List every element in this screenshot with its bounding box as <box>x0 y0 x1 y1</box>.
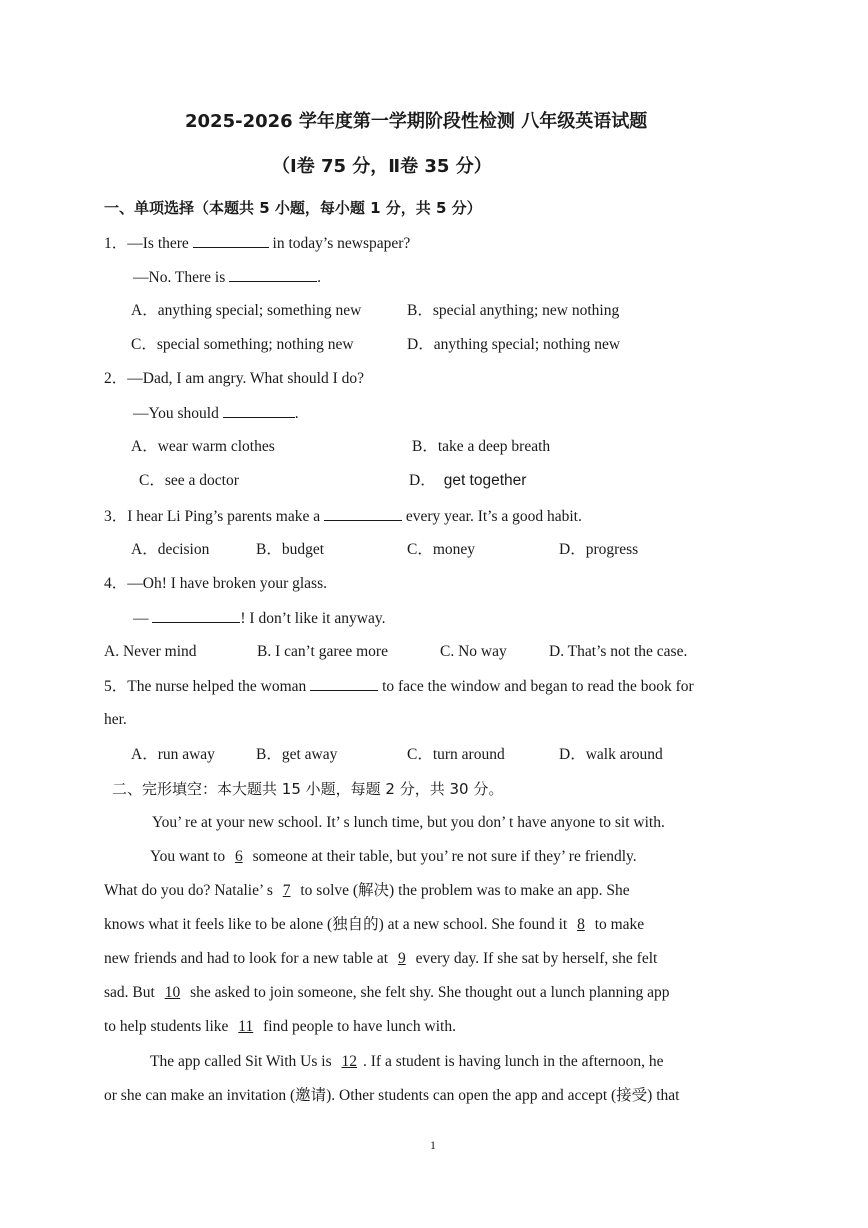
q1-option-d: D．anything special; nothing new <box>407 336 621 353</box>
cloze-blank-7: 7 <box>282 882 291 899</box>
cloze-blank-8: 8 <box>577 916 585 933</box>
q5-option-a: A．run away <box>131 746 215 763</box>
q1-option-b: B．special anything; new nothing <box>407 302 620 319</box>
q5-stem: 5．The nurse helped the woman to face the window and began to read the book for <box>104 678 694 695</box>
q4-reply: — ! I don’t like it anyway. <box>133 610 386 627</box>
q2-option-a: A．wear warm clothes <box>131 438 275 455</box>
exam-title: 2025-2026 学年度第一学期阶段性检测 八年级英语试题 <box>185 111 648 132</box>
q1-reply: —No. There is . <box>133 269 322 286</box>
q5-blank <box>310 676 378 691</box>
cloze-line-9: or she can make an invitation (邀请). Other students can open the app and accept (接受) that <box>104 1087 680 1104</box>
cloze-line-6: sad. But 10 she asked to join someone, she felt shy. She thought out a lunch planning app <box>104 984 670 1001</box>
q3-option-d: D．progress <box>559 541 639 558</box>
q2-stem: 2．—Dad, I am angry. What should I do? <box>104 370 364 387</box>
cloze-line-2: You want to 6 someone at their table, but you’ re not sure if they’ re friendly. <box>150 848 637 865</box>
cloze-line-3: What do you do? Natalie’ s 7 to solve (解决) the problem was to make an app. She <box>104 882 630 899</box>
q1-reply-blank <box>229 267 317 282</box>
cloze-blank-10: 10 <box>164 984 181 1001</box>
cloze-line-5: new friends and had to look for a new table at 9 every day. If she sat by herself, she felt <box>104 950 658 967</box>
q4-option-b: B. I can’t garee more <box>257 643 388 660</box>
q4-option-c: C. No way <box>440 643 507 660</box>
q1-stem: 1．—Is there in today’s newspaper? <box>104 235 411 252</box>
q1-option-a: A．anything special; something new <box>131 302 362 319</box>
q4-option-d: D. That’s not the case. <box>549 643 688 660</box>
cloze-line-8: The app called Sit With Us is 12 . If a student is having lunch in the afternoon, he <box>150 1053 664 1070</box>
q2-option-d: D． get together <box>409 472 527 489</box>
cloze-blank-12: 12 <box>341 1053 357 1070</box>
page-number: 1 <box>430 1138 436 1152</box>
cloze-line-7: to help students like 11 find people to have lunch with. <box>104 1018 456 1035</box>
q5-option-c: C．turn around <box>407 746 505 763</box>
q3-option-a: A．decision <box>131 541 210 558</box>
cloze-blank-6: 6 <box>234 848 243 865</box>
q3-option-b: B．budget <box>256 541 325 558</box>
q5-stem-cont: her. <box>104 711 127 728</box>
q4-blank <box>152 608 240 623</box>
q2-option-b: B．take a deep breath <box>412 438 551 455</box>
cloze-line-4: knows what it feels like to be alone (独自的) at a new school. She found it 8 to make <box>104 916 645 933</box>
score-note: （Ⅰ卷 75 分，Ⅱ卷 35 分） <box>272 156 492 177</box>
q3-blank <box>324 506 402 521</box>
q4-stem: 4．—Oh! I have broken your glass. <box>104 575 327 592</box>
q1-blank <box>193 233 269 248</box>
cloze-blank-11: 11 <box>238 1018 254 1035</box>
q4-option-a: A. Never mind <box>104 643 197 660</box>
q3-option-c: C．money <box>407 541 476 558</box>
q2-option-c: C．see a doctor <box>139 472 239 489</box>
section2-heading: 二、完形填空：本大题共 15 小题，每题 2 分，共 30 分。 <box>112 780 504 798</box>
q2-reply: —You should . <box>133 405 299 422</box>
q1-option-c: C．special something; nothing new <box>131 336 354 353</box>
q2-blank <box>223 403 295 418</box>
section1-heading: 一、单项选择（本题共 5 小题，每小题 1 分，共 5 分） <box>104 199 482 217</box>
cloze-blank-9: 9 <box>397 950 406 967</box>
cloze-line-1: You’ re at your new school. It’ s lunch time, but you don’ t have anyone to sit with. <box>152 814 665 831</box>
q3-stem: 3．I hear Li Ping’s parents make a every year. It’s a good habit. <box>104 508 582 525</box>
q5-option-b: B．get away <box>256 746 338 763</box>
q5-option-d: D．walk around <box>559 746 663 763</box>
